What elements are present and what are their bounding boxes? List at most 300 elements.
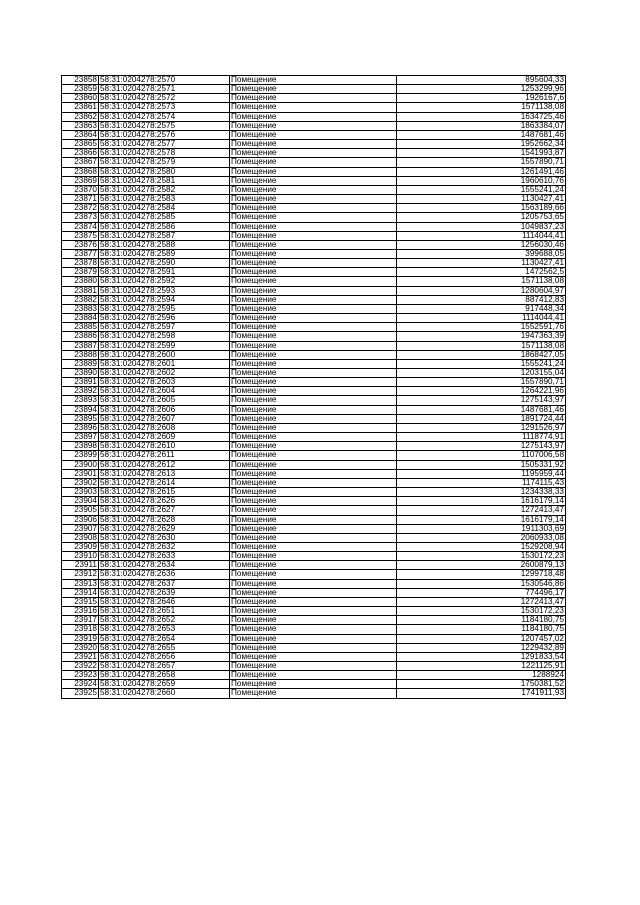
row-number: 23880: [62, 277, 99, 286]
cadastral-value: 1616179,14: [397, 515, 566, 524]
cadastral-number: 58:31:0204278:2626: [99, 497, 230, 506]
table-row: [62, 185, 566, 194]
cadastral-number: 58:31:0204278:2639: [99, 588, 230, 597]
cadastral-number: 58:31:0204278:2582: [99, 185, 230, 194]
cadastral-value: 1299718,48: [397, 570, 566, 579]
cadastral-value: 1195959,44: [397, 469, 566, 478]
object-type: Помещение: [230, 112, 397, 121]
table-row: [62, 204, 566, 213]
table-body: [62, 76, 566, 699]
object-type: Помещение: [230, 323, 397, 332]
cadastral-value: 1571138,08: [397, 277, 566, 286]
row-number: 23871: [62, 195, 99, 204]
table-row: [62, 140, 566, 149]
cadastral-number: 58:31:0204278:2615: [99, 488, 230, 497]
row-number: 23903: [62, 488, 99, 497]
data-table: [61, 75, 566, 699]
object-type: Помещение: [230, 167, 397, 176]
object-type: Помещение: [230, 506, 397, 515]
cadastral-value: 1221125,91: [397, 662, 566, 671]
table-row: [62, 414, 566, 423]
object-type: Помещение: [230, 158, 397, 167]
row-number: 23896: [62, 423, 99, 432]
table-row: [62, 689, 566, 698]
row-number: 23921: [62, 652, 99, 661]
table-row: [62, 634, 566, 643]
row-number: 23858: [62, 76, 99, 85]
table-row: [62, 378, 566, 387]
cadastral-value: 1571138,08: [397, 341, 566, 350]
object-type: Помещение: [230, 643, 397, 652]
cadastral-number: 58:31:0204278:2612: [99, 460, 230, 469]
cadastral-number: 58:31:0204278:2634: [99, 561, 230, 570]
row-number: 23900: [62, 460, 99, 469]
object-type: Помещение: [230, 607, 397, 616]
object-type: Помещение: [230, 249, 397, 258]
row-number: 23894: [62, 405, 99, 414]
table-row: [62, 625, 566, 634]
cadastral-value: 1118774,91: [397, 433, 566, 442]
object-type: Помещение: [230, 369, 397, 378]
row-number: 23916: [62, 607, 99, 616]
row-number: 23923: [62, 671, 99, 680]
cadastral-value: 1272413,47: [397, 597, 566, 606]
row-number: 23885: [62, 323, 99, 332]
table-row: [62, 295, 566, 304]
row-number: 23920: [62, 643, 99, 652]
table-row: [62, 451, 566, 460]
cadastral-value: 1049837,23: [397, 222, 566, 231]
table-row: [62, 506, 566, 515]
cadastral-number: 58:31:0204278:2630: [99, 533, 230, 542]
object-type: Помещение: [230, 625, 397, 634]
table-row: [62, 158, 566, 167]
table-row: [62, 588, 566, 597]
object-type: Помещение: [230, 478, 397, 487]
table-row: [62, 94, 566, 103]
row-number: 23884: [62, 314, 99, 323]
cadastral-value: 1505331,92: [397, 460, 566, 469]
table-row: [62, 286, 566, 295]
cadastral-value: 1487681,46: [397, 405, 566, 414]
row-number: 23918: [62, 625, 99, 634]
row-number: 23882: [62, 295, 99, 304]
object-type: Помещение: [230, 588, 397, 597]
cadastral-number: 58:31:0204278:2651: [99, 607, 230, 616]
object-type: Помещение: [230, 561, 397, 570]
table-row: [62, 478, 566, 487]
cadastral-number: 58:31:0204278:2584: [99, 204, 230, 213]
row-number: 23910: [62, 552, 99, 561]
cadastral-number: 58:31:0204278:2632: [99, 542, 230, 551]
cadastral-value: 1634725,46: [397, 112, 566, 121]
cadastral-number: 58:31:0204278:2614: [99, 478, 230, 487]
cadastral-number: 58:31:0204278:2570: [99, 76, 230, 85]
cadastral-number: 58:31:0204278:2593: [99, 286, 230, 295]
cadastral-number: 58:31:0204278:2611: [99, 451, 230, 460]
cadastral-value: 774496,17: [397, 588, 566, 597]
cadastral-number: 58:31:0204278:2597: [99, 323, 230, 332]
object-type: Помещение: [230, 350, 397, 359]
row-number: 23866: [62, 149, 99, 158]
cadastral-value: 1114044,41: [397, 314, 566, 323]
object-type: Помещение: [230, 304, 397, 313]
table-row: [62, 341, 566, 350]
cadastral-number: 58:31:0204278:2589: [99, 249, 230, 258]
cadastral-value: 2600879,13: [397, 561, 566, 570]
cadastral-number: 58:31:0204278:2587: [99, 231, 230, 240]
row-number: 23860: [62, 94, 99, 103]
cadastral-value: 1130427,41: [397, 259, 566, 268]
object-type: Помещение: [230, 130, 397, 139]
row-number: 23919: [62, 634, 99, 643]
object-type: Помещение: [230, 488, 397, 497]
cadastral-value: 1264221,96: [397, 387, 566, 396]
object-type: Помещение: [230, 277, 397, 286]
object-type: Помещение: [230, 460, 397, 469]
cadastral-value: 1130427,41: [397, 195, 566, 204]
cadastral-number: 58:31:0204278:2581: [99, 176, 230, 185]
row-number: 23870: [62, 185, 99, 194]
row-number: 23862: [62, 112, 99, 121]
cadastral-value: 1541993,87: [397, 149, 566, 158]
table-row: [62, 359, 566, 368]
object-type: Помещение: [230, 94, 397, 103]
object-type: Помещение: [230, 616, 397, 625]
cadastral-number: 58:31:0204278:2633: [99, 552, 230, 561]
cadastral-value: 1184180,75: [397, 616, 566, 625]
cadastral-number: 58:31:0204278:2655: [99, 643, 230, 652]
cadastral-number: 58:31:0204278:2636: [99, 570, 230, 579]
cadastral-value: 1868427,05: [397, 350, 566, 359]
table-row: [62, 552, 566, 561]
row-number: 23907: [62, 524, 99, 533]
cadastral-number: 58:31:0204278:2609: [99, 433, 230, 442]
row-number: 23917: [62, 616, 99, 625]
row-number: 23901: [62, 469, 99, 478]
row-number: 23874: [62, 222, 99, 231]
cadastral-number: 58:31:0204278:2605: [99, 396, 230, 405]
row-number: 23872: [62, 204, 99, 213]
object-type: Помещение: [230, 469, 397, 478]
cadastral-value: 1563189,66: [397, 204, 566, 213]
row-number: 23913: [62, 579, 99, 588]
object-type: Помещение: [230, 597, 397, 606]
row-number: 23869: [62, 176, 99, 185]
cadastral-value: 1472562,5: [397, 268, 566, 277]
table-row: [62, 222, 566, 231]
cadastral-number: 58:31:0204278:2588: [99, 240, 230, 249]
cadastral-number: 58:31:0204278:2602: [99, 369, 230, 378]
row-number: 23906: [62, 515, 99, 524]
object-type: Помещение: [230, 176, 397, 185]
table-row: [62, 112, 566, 121]
row-number: 23865: [62, 140, 99, 149]
cadastral-number: 58:31:0204278:2613: [99, 469, 230, 478]
row-number: 23867: [62, 158, 99, 167]
table-row: [62, 597, 566, 606]
object-type: Помещение: [230, 570, 397, 579]
cadastral-value: 1926167,6: [397, 94, 566, 103]
cadastral-value: 1552591,76: [397, 323, 566, 332]
table-row: [62, 542, 566, 551]
cadastral-value: 1555241,24: [397, 359, 566, 368]
object-type: Помещение: [230, 85, 397, 94]
table-row: [62, 103, 566, 112]
table-row: [62, 680, 566, 689]
cadastral-number: 58:31:0204278:2637: [99, 579, 230, 588]
table-row: [62, 460, 566, 469]
cadastral-value: 1891724,44: [397, 414, 566, 423]
cadastral-number: 58:31:0204278:2571: [99, 85, 230, 94]
object-type: Помещение: [230, 295, 397, 304]
object-type: Помещение: [230, 662, 397, 671]
cadastral-number: 58:31:0204278:2629: [99, 524, 230, 533]
row-number: 23876: [62, 240, 99, 249]
row-number: 23898: [62, 442, 99, 451]
object-type: Помещение: [230, 414, 397, 423]
cadastral-number: 58:31:0204278:2603: [99, 378, 230, 387]
object-type: Помещение: [230, 103, 397, 112]
table-row: [62, 304, 566, 313]
table-row: [62, 213, 566, 222]
table-row: [62, 561, 566, 570]
object-type: Помещение: [230, 524, 397, 533]
cadastral-value: 1750381,52: [397, 680, 566, 689]
cadastral-number: 58:31:0204278:2660: [99, 689, 230, 698]
row-number: 23925: [62, 689, 99, 698]
row-number: 23881: [62, 286, 99, 295]
cadastral-number: 58:31:0204278:2657: [99, 662, 230, 671]
cadastral-number: 58:31:0204278:2577: [99, 140, 230, 149]
table-row: [62, 323, 566, 332]
object-type: Помещение: [230, 689, 397, 698]
row-number: 23915: [62, 597, 99, 606]
cadastral-number: 58:31:0204278:2573: [99, 103, 230, 112]
table-row: [62, 350, 566, 359]
cadastral-value: 1555241,24: [397, 185, 566, 194]
cadastral-value: 1529208,94: [397, 542, 566, 551]
cadastral-value: 1256030,46: [397, 240, 566, 249]
row-number: 23924: [62, 680, 99, 689]
row-number: 23883: [62, 304, 99, 313]
object-type: Помещение: [230, 231, 397, 240]
table-row: [62, 369, 566, 378]
table-row: [62, 76, 566, 85]
row-number: 23873: [62, 213, 99, 222]
table-row: [62, 570, 566, 579]
object-type: Помещение: [230, 140, 397, 149]
cadastral-number: 58:31:0204278:2610: [99, 442, 230, 451]
object-type: Помещение: [230, 423, 397, 432]
cadastral-number: 58:31:0204278:2656: [99, 652, 230, 661]
object-type: Помещение: [230, 652, 397, 661]
table-row: [62, 643, 566, 652]
object-type: Помещение: [230, 497, 397, 506]
object-type: Помещение: [230, 259, 397, 268]
cadastral-value: 1205753,65: [397, 213, 566, 222]
table-row: [62, 314, 566, 323]
table-row: [62, 671, 566, 680]
cadastral-value: 1275143,97: [397, 442, 566, 451]
cadastral-value: 1530172,23: [397, 607, 566, 616]
object-type: Помещение: [230, 542, 397, 551]
table-row: [62, 130, 566, 139]
cadastral-value: 1234338,33: [397, 488, 566, 497]
object-type: Помещение: [230, 387, 397, 396]
table-row: [62, 488, 566, 497]
cadastral-value: 1253299,96: [397, 85, 566, 94]
cadastral-value: 887412,83: [397, 295, 566, 304]
cadastral-number: 58:31:0204278:2653: [99, 625, 230, 634]
cadastral-number: 58:31:0204278:2596: [99, 314, 230, 323]
cadastral-number: 58:31:0204278:2595: [99, 304, 230, 313]
cadastral-number: 58:31:0204278:2579: [99, 158, 230, 167]
cadastral-number: 58:31:0204278:2591: [99, 268, 230, 277]
object-type: Помещение: [230, 76, 397, 85]
object-type: Помещение: [230, 341, 397, 350]
cadastral-value: 1280604,97: [397, 286, 566, 295]
row-number: 23912: [62, 570, 99, 579]
table-row: [62, 616, 566, 625]
object-type: Помещение: [230, 533, 397, 542]
table-row: [62, 332, 566, 341]
table-row: [62, 231, 566, 240]
cadastral-value: 1557890,71: [397, 158, 566, 167]
row-number: 23897: [62, 433, 99, 442]
object-type: Помещение: [230, 634, 397, 643]
cadastral-value: 1291833,54: [397, 652, 566, 661]
object-type: Помещение: [230, 378, 397, 387]
table-row: [62, 249, 566, 258]
cadastral-value: 1952662,34: [397, 140, 566, 149]
cadastral-value: 1288924: [397, 671, 566, 680]
cadastral-number: 58:31:0204278:2627: [99, 506, 230, 515]
row-number: 23899: [62, 451, 99, 460]
cadastral-value: 1960610,76: [397, 176, 566, 185]
cadastral-number: 58:31:0204278:2652: [99, 616, 230, 625]
cadastral-value: 1291526,97: [397, 423, 566, 432]
cadastral-value: 895604,33: [397, 76, 566, 85]
cadastral-number: 58:31:0204278:2576: [99, 130, 230, 139]
cadastral-value: 399688,05: [397, 249, 566, 258]
cadastral-value: 1530172,23: [397, 552, 566, 561]
cadastral-value: 1203155,04: [397, 369, 566, 378]
cadastral-number: 58:31:0204278:2604: [99, 387, 230, 396]
row-number: 23879: [62, 268, 99, 277]
row-number: 23914: [62, 588, 99, 597]
table-row: [62, 469, 566, 478]
table-row: [62, 533, 566, 542]
object-type: Помещение: [230, 222, 397, 231]
cadastral-number: 58:31:0204278:2574: [99, 112, 230, 121]
table-row: [62, 405, 566, 414]
table-row: [62, 121, 566, 130]
cadastral-number: 58:31:0204278:2580: [99, 167, 230, 176]
row-number: 23864: [62, 130, 99, 139]
row-number: 23908: [62, 533, 99, 542]
cadastral-value: 1229432,89: [397, 643, 566, 652]
table-row: [62, 423, 566, 432]
table-row: [62, 268, 566, 277]
row-number: 23875: [62, 231, 99, 240]
cadastral-value: 1571138,08: [397, 103, 566, 112]
object-type: Помещение: [230, 396, 397, 405]
cadastral-value: 917448,34: [397, 304, 566, 313]
row-number: 23893: [62, 396, 99, 405]
cadastral-value: 1863384,07: [397, 121, 566, 130]
cadastral-number: 58:31:0204278:2578: [99, 149, 230, 158]
cadastral-number: 58:31:0204278:2608: [99, 423, 230, 432]
cadastral-value: 1487681,46: [397, 130, 566, 139]
row-number: 23861: [62, 103, 99, 112]
row-number: 23892: [62, 387, 99, 396]
object-type: Помещение: [230, 515, 397, 524]
row-number: 23886: [62, 332, 99, 341]
object-type: Помещение: [230, 314, 397, 323]
object-type: Помещение: [230, 671, 397, 680]
cadastral-value: 1114044,41: [397, 231, 566, 240]
cadastral-value: 1557890,71: [397, 378, 566, 387]
row-number: 23902: [62, 478, 99, 487]
cadastral-value: 1911303,69: [397, 524, 566, 533]
cadastral-value: 1275143,97: [397, 396, 566, 405]
cadastral-number: 58:31:0204278:2646: [99, 597, 230, 606]
table-row: [62, 387, 566, 396]
object-type: Помещение: [230, 185, 397, 194]
table-row: [62, 579, 566, 588]
cadastral-number: 58:31:0204278:2599: [99, 341, 230, 350]
object-type: Помещение: [230, 149, 397, 158]
table-row: [62, 396, 566, 405]
cadastral-number: 58:31:0204278:2654: [99, 634, 230, 643]
table-row: [62, 259, 566, 268]
object-type: Помещение: [230, 442, 397, 451]
cadastral-value: 1207457,02: [397, 634, 566, 643]
table-row: [62, 85, 566, 94]
cadastral-number: 58:31:0204278:2572: [99, 94, 230, 103]
table-row: [62, 277, 566, 286]
cadastral-number: 58:31:0204278:2607: [99, 414, 230, 423]
object-type: Помещение: [230, 195, 397, 204]
row-number: 23922: [62, 662, 99, 671]
row-number: 23909: [62, 542, 99, 551]
row-number: 23889: [62, 359, 99, 368]
object-type: Помещение: [230, 204, 397, 213]
cadastral-value: 1272413,47: [397, 506, 566, 515]
cadastral-number: 58:31:0204278:2600: [99, 350, 230, 359]
object-type: Помещение: [230, 268, 397, 277]
row-number: 23911: [62, 561, 99, 570]
table-row: [62, 524, 566, 533]
table-row: [62, 167, 566, 176]
object-type: Помещение: [230, 680, 397, 689]
object-type: Помещение: [230, 405, 397, 414]
table-row: [62, 176, 566, 185]
object-type: Помещение: [230, 286, 397, 295]
row-number: 23895: [62, 414, 99, 423]
table-row: [62, 433, 566, 442]
table-row: [62, 662, 566, 671]
cadastral-number: 58:31:0204278:2658: [99, 671, 230, 680]
cadastral-value: 1530546,86: [397, 579, 566, 588]
cadastral-number: 58:31:0204278:2586: [99, 222, 230, 231]
row-number: 23863: [62, 121, 99, 130]
cadastral-number: 58:31:0204278:2659: [99, 680, 230, 689]
row-number: 23888: [62, 350, 99, 359]
cadastral-value: 1174115,43: [397, 478, 566, 487]
object-type: Помещение: [230, 451, 397, 460]
